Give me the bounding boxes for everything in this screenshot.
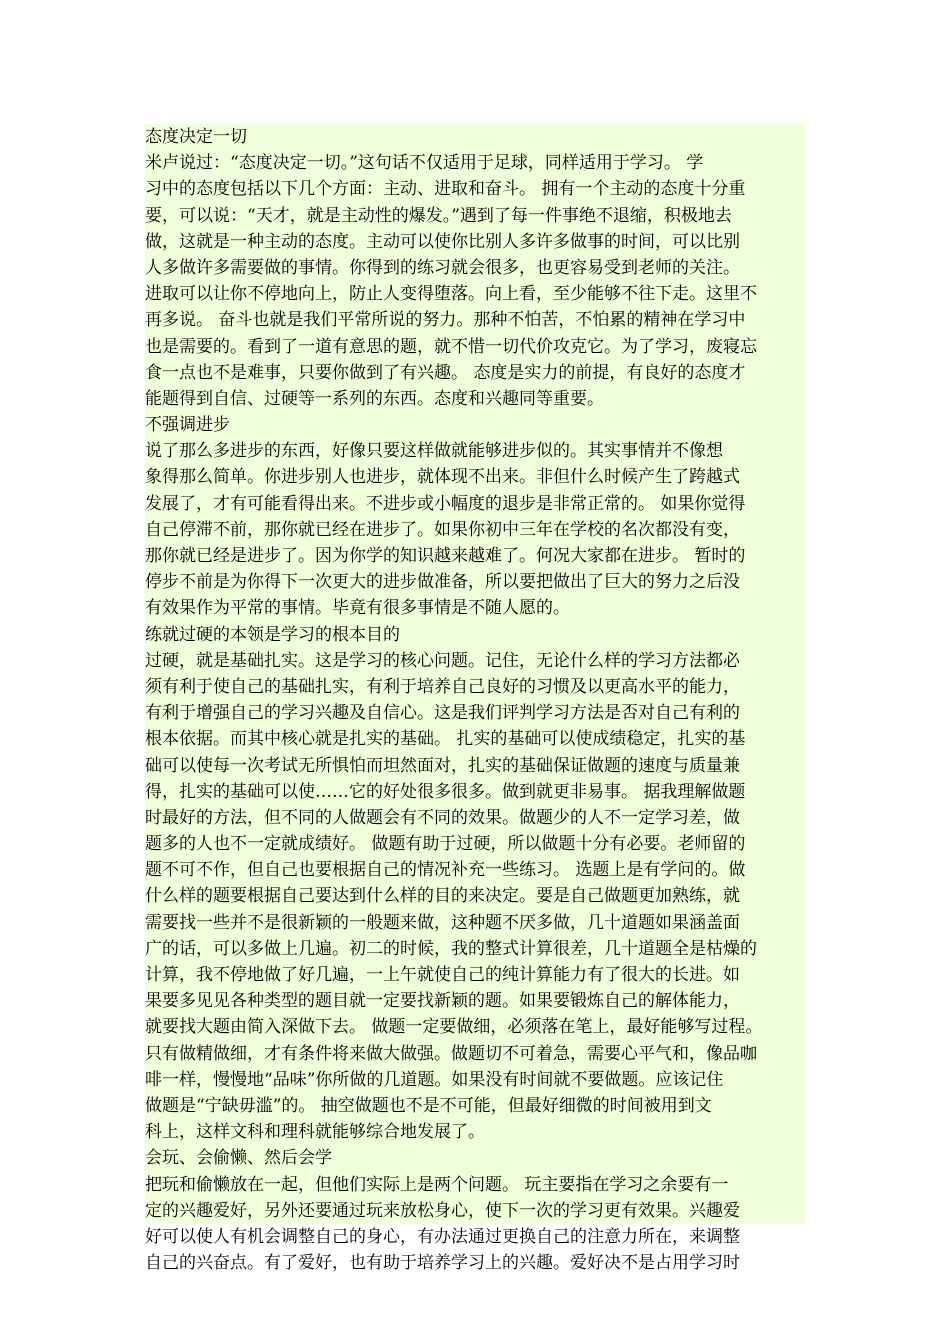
text-line: 人多做许多需要做的事情。你得到的练习就会很多，也更容易受到老师的关注。 [145, 257, 740, 278]
text-line: 要，可以说：“天才，就是主动性的爆发。”遇到了每一件事绝不退缩，积极地去 [145, 205, 732, 226]
text-line: 须有利于使自己的基础扎实，有利于培养自己良好的习惯及以更高水平的能力， [145, 676, 740, 697]
text-line: 说了那么多进步的东西，好像只要这样做就能够进步似的。其实事情并不像想 [145, 441, 723, 462]
text-line: 能题得到自信、过硬等一系列的东西。态度和兴趣同等重要。 [145, 388, 604, 409]
text-line: 果要多见见各种类型的题目就一定要找新颖的题。如果要锻炼自己的解体能力， [145, 991, 740, 1012]
text-line: 只有做精做细，才有条件将来做大做强。做题切不可着急，需要心平气和，像品咖 [145, 1043, 757, 1064]
text-line: 进取可以让你不停地向上，防止人变得堕落。向上看，至少能够不往下走。这里不 [145, 284, 757, 305]
text-line: 不强调进步 [145, 415, 230, 436]
text-line: 题多的人也不一定就成绩好。 做题有助于过硬，所以做题十分有必要。老师留的 [145, 834, 746, 855]
text-line: 根本依据。而其中核心就是扎实的基础。 扎实的基础可以使成绩稳定，扎实的基 [145, 729, 746, 750]
text-line: 有效果作为平常的事情。毕竟有很多事情是不随人愿的。 [145, 598, 570, 619]
text-line: 会玩、会偷懒、然后会学 [145, 1148, 332, 1169]
text-line: 广的话，可以多做上几遍。初二的时候，我的整式计算很差，几十道题全是枯燥的 [145, 938, 757, 959]
text-line: 练就过硬的本领是学习的根本目的 [145, 624, 400, 645]
text-line: 什么样的题要根据自己要达到什么样的目的来决定。要是自己做题更加熟练，就 [145, 886, 740, 907]
text-line: 停步不前是为你得下一次更大的进步做准备，所以要把做出了巨大的努力之后没 [145, 572, 740, 593]
text-line: 米卢说过：“态度决定一切。”这句话不仅适用于足球，同样适用于学习。 学 [145, 153, 704, 174]
text-line: 时最好的方法，但不同的人做题会有不同的效果。做题少的人不一定学习差，做 [145, 807, 740, 828]
text-line: 自己停滞不前，那你就已经在进步了。如果你初中三年在学校的名次都没有变， [145, 519, 740, 540]
text-line: 食一点也不是难事，只要你做到了有兴趣。 态度是实力的前提，有良好的态度才 [145, 362, 746, 383]
text-line: 把玩和偷懒放在一起，但他们实际上是两个问题。 玩主要指在学习之余要有一 [145, 1174, 729, 1195]
text-line: 就要找大题由简入深做下去。 做题一定要做细，必须落在笔上，最好能够写过程。 [145, 1017, 763, 1038]
text-line: 得，扎实的基础可以使……它的好处很多很多。做到就更非易事。 据我理解做题 [145, 781, 746, 802]
text-line: 啡一样，慢慢地“品味”你所做的几道题。如果没有时间就不要做题。应该记住 [145, 1069, 724, 1090]
text-line: 做，这就是一种主动的态度。主动可以使你比别人多许多做事的时间，可以比别 [145, 231, 740, 252]
text-line: 定的兴趣爱好，另外还要通过玩来放松身心，使下一次的学习更有效果。兴趣爱 [145, 1200, 740, 1221]
text-line: 题不可不作，但自己也要根据自己的情况补充一些练习。 选题上是有学问的。做 [145, 860, 746, 881]
text-line: 象得那么简单。你进步别人也进步，就体现不出来。非但什么时候产生了跨越式 [145, 467, 740, 488]
text-line: 需要找一些并不是很新颖的一般题来做，这种题不厌多做，几十道题如果涵盖面 [145, 912, 740, 933]
text-line: 那你就已经是进步了。因为你学的知识越来越难了。何况大家都在进步。 暂时的 [145, 546, 746, 566]
text-line: 计算，我不停地做了好几遍，一上午就使自己的纯计算能力有了很大的长进。如 [145, 965, 740, 985]
text-line: 做题是“宁缺毋滥”的。 抽空做题也不是不可能，但最好细微的时间被用到文 [145, 1095, 712, 1116]
article-text-block [145, 124, 805, 1274]
text-line: 础可以使每一次考试无所惧怕而坦然面对，扎实的基础保证做题的速度与质量兼 [145, 755, 740, 776]
text-line: 有利于增强自己的学习兴趣及自信心。这是我们评判学习方法是否对自己有利的 [145, 703, 740, 724]
text-line: 再多说。 奋斗也就是我们平常所说的努力。那种不怕苦，不怕累的精神在学习中 [145, 310, 746, 331]
text-line: 发展了，才有可能看得出来。不进步或小幅度的退步是非常正常的。 如果你觉得 [145, 493, 746, 514]
text-line: 科上，这样文科和理科就能够综合地发展了。 [145, 1122, 485, 1143]
text-line: 态度决定一切 [145, 127, 247, 147]
text-line: 好可以使人有机会调整自己的身心，有办法通过更换自己的注意力所在，来调整 [145, 1226, 740, 1247]
text-line: 过硬，就是基础扎实。这是学习的核心问题。记住，无论什么样的学习方法都必 [145, 650, 740, 671]
text-line: 自己的兴奋点。有了爱好，也有助于培养学习上的兴趣。爱好决不是占用学习时 [145, 1253, 740, 1274]
text-line: 也是需要的。看到了一道有意思的题，就不惜一切代价攻克它。为了学习，废寝忘 [145, 336, 757, 357]
text-line: 习中的态度包括以下几个方面：主动、进取和奋斗。 拥有一个主动的态度十分重 [145, 179, 746, 200]
